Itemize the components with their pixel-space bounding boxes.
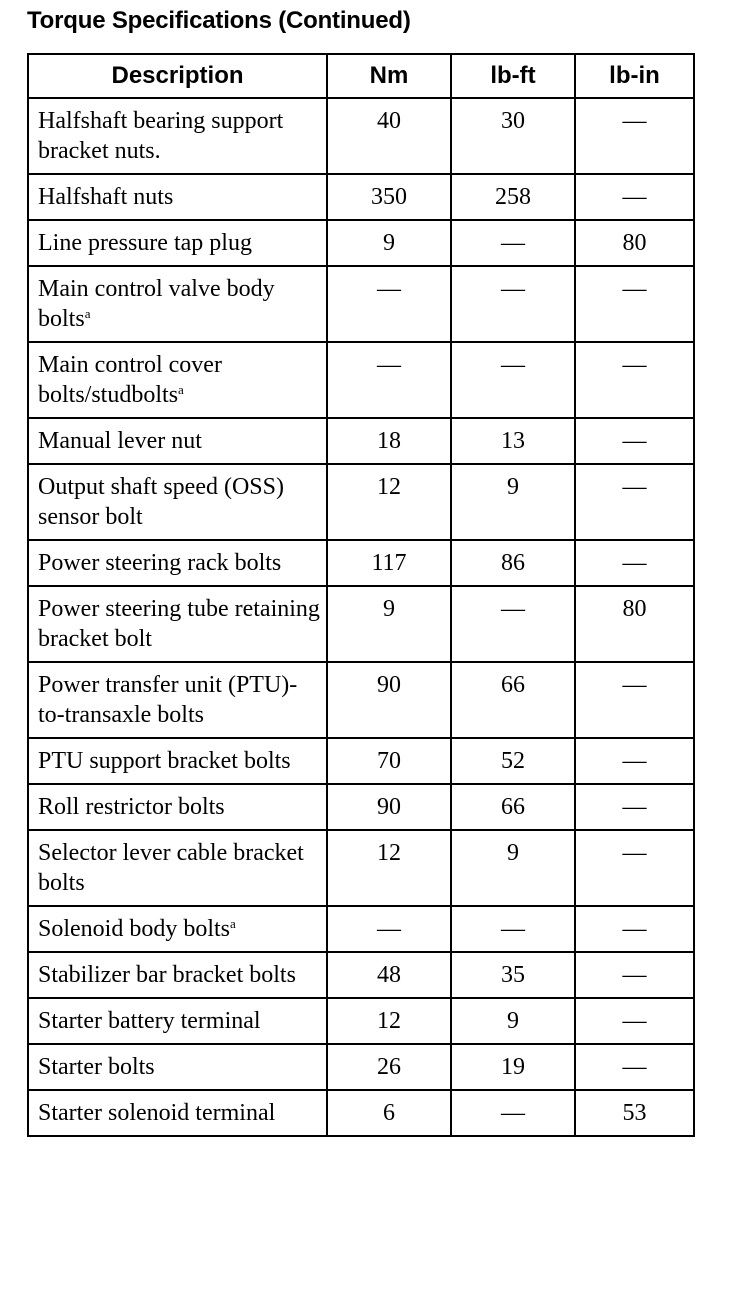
nm-value-cell: 117: [327, 540, 451, 586]
lbin-value-cell: —: [575, 1044, 694, 1090]
nm-value-cell: 18: [327, 418, 451, 464]
lbin-value-cell: —: [575, 266, 694, 342]
lbft-value-cell: 66: [451, 784, 575, 830]
description-cell: [28, 1090, 327, 1136]
description-text: Roll restrictor bolts: [38, 794, 225, 820]
lbft-value-cell: —: [451, 906, 575, 952]
lbin-value-cell: —: [575, 174, 694, 220]
nm-value-cell: 26: [327, 1044, 451, 1090]
nm-value-cell: 12: [327, 830, 451, 906]
lbin-value-cell: —: [575, 830, 694, 906]
description-text: Output shaft speed (OSS) sensor bolt: [38, 474, 284, 530]
nm-value-cell: 48: [327, 952, 451, 998]
description-text: Starter battery terminal: [38, 1008, 261, 1034]
nm-value-cell: —: [327, 906, 451, 952]
description-text: Power steering tube retaining bracket bolt: [38, 596, 320, 652]
description-cell: [28, 220, 327, 266]
header-lbft: lb-ft: [451, 54, 575, 98]
description-text: Main control cover bolts/studbolts: [38, 352, 222, 408]
lbft-value-cell: 52: [451, 738, 575, 784]
lbft-value-cell: —: [451, 220, 575, 266]
lbft-value-cell: 9: [451, 464, 575, 540]
header-row: [28, 54, 694, 98]
nm-value-cell: 6: [327, 1090, 451, 1136]
lbft-value-cell: —: [451, 342, 575, 418]
lbft-value-cell: 66: [451, 662, 575, 738]
table-row: [28, 586, 694, 662]
description-cell: [28, 418, 327, 464]
header-description: Description: [28, 54, 327, 98]
footnote-marker: a: [178, 382, 184, 397]
table-row: [28, 1090, 694, 1136]
description-text: Starter bolts: [38, 1054, 155, 1080]
description-cell: [28, 464, 327, 540]
lbin-value-cell: 53: [575, 1090, 694, 1136]
description-cell: [28, 266, 327, 342]
lbft-value-cell: 9: [451, 998, 575, 1044]
lbin-value-cell: —: [575, 662, 694, 738]
lbin-value-cell: —: [575, 540, 694, 586]
header-lbin: lb-in: [575, 54, 694, 98]
table-row: [28, 98, 694, 174]
description-cell: [28, 586, 327, 662]
lbft-value-cell: 13: [451, 418, 575, 464]
lbft-value-cell: 86: [451, 540, 575, 586]
description-text: Solenoid body bolts: [38, 916, 231, 942]
lbin-value-cell: 80: [575, 220, 694, 266]
footnote-marker: a: [84, 306, 91, 321]
lbin-value-cell: —: [575, 418, 694, 464]
table-row: [28, 784, 694, 830]
table-row: [28, 342, 694, 418]
table-row: [28, 662, 694, 738]
description-text: Halfshaft nuts: [38, 184, 174, 210]
lbin-value-cell: —: [575, 342, 694, 418]
table-row: [28, 220, 694, 266]
description-cell: [28, 342, 327, 418]
table-row: [28, 266, 694, 342]
description-cell: [28, 174, 327, 220]
nm-value-cell: 350: [327, 174, 451, 220]
description-cell: [28, 998, 327, 1044]
nm-value-cell: 90: [327, 784, 451, 830]
lbft-value-cell: —: [451, 266, 575, 342]
lbft-value-cell: 19: [451, 1044, 575, 1090]
table-row: [28, 540, 694, 586]
lbin-value-cell: 80: [575, 586, 694, 662]
lbft-value-cell: —: [451, 1090, 575, 1136]
description-text: Main control valve body bolts: [38, 276, 275, 332]
description-cell: [28, 952, 327, 998]
lbin-value-cell: —: [575, 906, 694, 952]
description-cell: [28, 784, 327, 830]
lbin-value-cell: —: [575, 952, 694, 998]
description-cell: [28, 738, 327, 784]
nm-value-cell: 9: [327, 220, 451, 266]
nm-value-cell: 70: [327, 738, 451, 784]
description-text: PTU support bracket bolts: [38, 748, 291, 774]
nm-value-cell: —: [327, 342, 451, 418]
table-row: [28, 1044, 694, 1090]
nm-value-cell: 12: [327, 464, 451, 540]
description-cell: [28, 662, 327, 738]
lbin-value-cell: —: [575, 998, 694, 1044]
table-row: [28, 830, 694, 906]
lbft-value-cell: 30: [451, 98, 575, 174]
lbft-value-cell: 258: [451, 174, 575, 220]
table-row: [28, 464, 694, 540]
lbin-value-cell: —: [575, 464, 694, 540]
lbft-value-cell: 9: [451, 830, 575, 906]
description-text: Stabilizer bar bracket bolts: [38, 962, 296, 988]
description-text: Selector lever cable bracket bolts: [38, 840, 304, 896]
description-cell: [28, 830, 327, 906]
table-row: [28, 174, 694, 220]
description-text: Halfshaft bearing support bracket nuts.: [38, 108, 284, 164]
lbin-value-cell: —: [575, 784, 694, 830]
description-text: Starter solenoid terminal: [38, 1100, 276, 1126]
nm-value-cell: 40: [327, 98, 451, 174]
description-cell: [28, 1044, 327, 1090]
table-row: [28, 998, 694, 1044]
description-text: Power transfer unit (PTU)-to-transaxle bolts: [38, 672, 298, 728]
description-cell: [28, 98, 327, 174]
nm-value-cell: 90: [327, 662, 451, 738]
header-nm: Nm: [327, 54, 451, 98]
lbft-value-cell: —: [451, 586, 575, 662]
lbin-value-cell: —: [575, 98, 694, 174]
table-row: [28, 418, 694, 464]
torque-spec-table: [27, 53, 695, 1137]
nm-value-cell: —: [327, 266, 451, 342]
table-row: [28, 906, 694, 952]
lbft-value-cell: 35: [451, 952, 575, 998]
nm-value-cell: 12: [327, 998, 451, 1044]
table-row: [28, 952, 694, 998]
table-row: [28, 738, 694, 784]
description-cell: [28, 906, 327, 952]
description-text: Line pressure tap plug: [38, 230, 252, 256]
footnote-marker: a: [230, 916, 236, 931]
lbin-value-cell: —: [575, 738, 694, 784]
nm-value-cell: 9: [327, 586, 451, 662]
description-text: Power steering rack bolts: [38, 550, 282, 576]
page-title: Torque Specifications (Continued): [27, 7, 411, 34]
description-text: Manual lever nut: [38, 428, 202, 454]
description-cell: [28, 540, 327, 586]
